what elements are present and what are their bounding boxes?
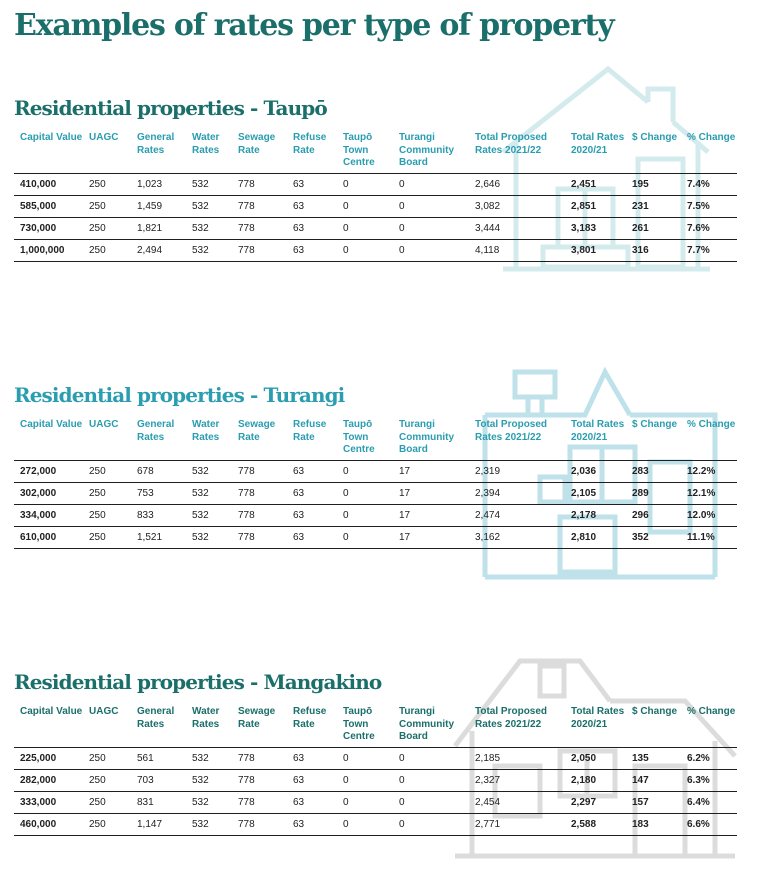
table-cell: 250	[83, 813, 131, 835]
table-cell: 2,646	[469, 173, 565, 195]
table-cell: 7.6%	[681, 217, 737, 239]
table-row	[14, 482, 737, 504]
col-header: % Change	[687, 706, 736, 717]
table-cell: 0	[393, 769, 469, 791]
table-row	[14, 747, 737, 769]
table-row	[14, 791, 737, 813]
table-cell: 778	[232, 526, 287, 548]
table-cell: 63	[287, 460, 337, 482]
table-row	[14, 504, 737, 526]
col-header: Taupō Town Centre	[343, 132, 375, 168]
table-cell: 0	[393, 239, 469, 261]
table-cell: 532	[186, 504, 232, 526]
table-cell: 778	[232, 747, 287, 769]
table-row	[14, 769, 737, 791]
table-header-row	[14, 130, 737, 173]
table-cell: 17	[393, 526, 469, 548]
table-cell: 778	[232, 173, 287, 195]
table-cell: 147	[626, 769, 681, 791]
table-cell: 195	[626, 173, 681, 195]
col-header: Capital Value	[20, 706, 83, 717]
table-cell: 2,105	[565, 482, 626, 504]
table-cell: 561	[131, 747, 186, 769]
rates-table-turangi	[14, 417, 737, 549]
table-cell: 2,394	[469, 482, 565, 504]
col-header: Refuse Rate	[293, 419, 327, 443]
col-header: $ Change	[632, 419, 678, 430]
table-cell: 532	[186, 217, 232, 239]
table-cell: 7.5%	[681, 195, 737, 217]
capital-value-cell: 302,000	[14, 482, 83, 504]
table-cell: 778	[232, 460, 287, 482]
table-cell: 6.3%	[681, 769, 737, 791]
table-cell: 0	[337, 526, 393, 548]
table-cell: 778	[232, 482, 287, 504]
section-heading: Residential properties - Turangi	[14, 383, 345, 407]
table-cell: 703	[131, 769, 186, 791]
table-cell: 532	[186, 769, 232, 791]
table-cell: 0	[337, 813, 393, 835]
col-header: Sewage Rate	[238, 132, 276, 156]
table-row	[14, 195, 737, 217]
capital-value-cell: 585,000	[14, 195, 83, 217]
table-cell: 316	[626, 239, 681, 261]
table-cell: 3,183	[565, 217, 626, 239]
table-cell: 7.7%	[681, 239, 737, 261]
table-row	[14, 239, 737, 261]
col-header: Water Rates	[192, 419, 220, 443]
col-header: General Rates	[137, 706, 175, 730]
col-header: Turangi Community Board	[399, 419, 454, 455]
table-cell: 296	[626, 504, 681, 526]
capital-value-cell: 334,000	[14, 504, 83, 526]
col-header: Capital Value	[20, 419, 83, 430]
table-cell: 17	[393, 504, 469, 526]
col-header: % Change	[687, 419, 736, 430]
table-cell: 352	[626, 526, 681, 548]
col-header: Total Proposed Rates 2021/22	[475, 132, 548, 156]
table-cell: 12.0%	[681, 504, 737, 526]
rates-table-mangakino	[14, 704, 737, 836]
table-cell: 63	[287, 747, 337, 769]
table-cell: 0	[337, 239, 393, 261]
col-header: UAGC	[89, 419, 119, 430]
table-cell: 2,474	[469, 504, 565, 526]
table-header-row	[14, 417, 737, 460]
table-cell: 12.2%	[681, 460, 737, 482]
table-cell: 11.1%	[681, 526, 737, 548]
col-header: Taupō Town Centre	[343, 706, 375, 742]
table-cell: 17	[393, 482, 469, 504]
table-cell: 0	[337, 195, 393, 217]
col-header: Sewage Rate	[238, 419, 276, 443]
table-cell: 0	[337, 791, 393, 813]
table-cell: 3,082	[469, 195, 565, 217]
table-cell: 63	[287, 173, 337, 195]
table-cell: 289	[626, 482, 681, 504]
table-cell: 63	[287, 195, 337, 217]
table-cell: 1,023	[131, 173, 186, 195]
capital-value-cell: 730,000	[14, 217, 83, 239]
page-title: Examples of rates per type of property	[14, 8, 614, 43]
table-cell: 532	[186, 239, 232, 261]
table-cell: 183	[626, 813, 681, 835]
col-header: Turangi Community Board	[399, 706, 454, 742]
table-cell: 2,494	[131, 239, 186, 261]
table-cell: 63	[287, 769, 337, 791]
table-cell: 532	[186, 460, 232, 482]
table-cell: 2,327	[469, 769, 565, 791]
table-cell: 250	[83, 195, 131, 217]
table-cell: 63	[287, 217, 337, 239]
capital-value-cell: 410,000	[14, 173, 83, 195]
table-cell: 250	[83, 217, 131, 239]
capital-value-cell: 272,000	[14, 460, 83, 482]
table-cell: 2,036	[565, 460, 626, 482]
table-cell: 1,821	[131, 217, 186, 239]
table-cell: 250	[83, 504, 131, 526]
table-cell: 0	[393, 747, 469, 769]
section-taupo	[14, 96, 737, 262]
table-cell: 283	[626, 460, 681, 482]
table-cell: 157	[626, 791, 681, 813]
table-cell: 833	[131, 504, 186, 526]
table-cell: 2,851	[565, 195, 626, 217]
table-cell: 135	[626, 747, 681, 769]
table-cell: 1,521	[131, 526, 186, 548]
table-cell: 0	[337, 769, 393, 791]
table-cell: 0	[393, 813, 469, 835]
table-cell: 532	[186, 747, 232, 769]
col-header: Water Rates	[192, 132, 220, 156]
table-row	[14, 813, 737, 835]
capital-value-cell: 460,000	[14, 813, 83, 835]
table-cell: 261	[626, 217, 681, 239]
col-header: $ Change	[632, 706, 678, 717]
table-cell: 0	[393, 217, 469, 239]
col-header: Total Rates 2020/21	[571, 706, 625, 730]
table-cell: 250	[83, 769, 131, 791]
table-cell: 778	[232, 791, 287, 813]
table-cell: 0	[393, 173, 469, 195]
table-cell: 753	[131, 482, 186, 504]
table-cell: 4,118	[469, 239, 565, 261]
table-cell: 3,801	[565, 239, 626, 261]
table-cell: 532	[186, 526, 232, 548]
table-row	[14, 217, 737, 239]
table-cell: 63	[287, 813, 337, 835]
table-cell: 0	[337, 504, 393, 526]
table-cell: 678	[131, 460, 186, 482]
table-cell: 12.1%	[681, 482, 737, 504]
table-cell: 532	[186, 195, 232, 217]
table-cell: 532	[186, 791, 232, 813]
table-cell: 532	[186, 482, 232, 504]
table-cell: 2,319	[469, 460, 565, 482]
capital-value-cell: 282,000	[14, 769, 83, 791]
rates-table-taupo	[14, 130, 737, 262]
table-cell: 0	[337, 747, 393, 769]
table-cell: 6.2%	[681, 747, 737, 769]
table-cell: 2,180	[565, 769, 626, 791]
table-cell: 0	[337, 460, 393, 482]
table-cell: 63	[287, 482, 337, 504]
table-cell: 250	[83, 482, 131, 504]
table-cell: 0	[393, 195, 469, 217]
table-cell: 63	[287, 526, 337, 548]
col-header: General Rates	[137, 419, 175, 443]
table-cell: 778	[232, 217, 287, 239]
col-header: Taupō Town Centre	[343, 419, 375, 455]
table-cell: 2,178	[565, 504, 626, 526]
table-cell: 1,459	[131, 195, 186, 217]
section-mangakino	[14, 670, 737, 836]
col-header: Refuse Rate	[293, 132, 327, 156]
table-row	[14, 460, 737, 482]
table-header-row	[14, 704, 737, 747]
col-header: Turangi Community Board	[399, 132, 454, 168]
section-heading: Residential properties - Taupō	[14, 96, 327, 120]
table-cell: 17	[393, 460, 469, 482]
col-header: Total Rates 2020/21	[571, 132, 625, 156]
table-cell: 2,297	[565, 791, 626, 813]
section-turangi	[14, 383, 737, 549]
table-cell: 63	[287, 504, 337, 526]
table-cell: 63	[287, 791, 337, 813]
table-cell: 6.4%	[681, 791, 737, 813]
table-cell: 2,185	[469, 747, 565, 769]
table-cell: 1,147	[131, 813, 186, 835]
table-cell: 2,451	[565, 173, 626, 195]
table-cell: 250	[83, 239, 131, 261]
capital-value-cell: 610,000	[14, 526, 83, 548]
table-cell: 532	[186, 813, 232, 835]
capital-value-cell: 333,000	[14, 791, 83, 813]
col-header: Sewage Rate	[238, 706, 276, 730]
table-cell: 532	[186, 173, 232, 195]
table-cell: 778	[232, 813, 287, 835]
table-cell: 250	[83, 747, 131, 769]
table-cell: 7.4%	[681, 173, 737, 195]
table-cell: 778	[232, 195, 287, 217]
table-cell: 0	[337, 482, 393, 504]
table-cell: 3,162	[469, 526, 565, 548]
col-header: Capital Value	[20, 132, 83, 143]
table-cell: 231	[626, 195, 681, 217]
table-cell: 250	[83, 791, 131, 813]
table-cell: 6.6%	[681, 813, 737, 835]
col-header: General Rates	[137, 132, 175, 156]
table-cell: 2,050	[565, 747, 626, 769]
col-header: UAGC	[89, 706, 119, 717]
col-header: Water Rates	[192, 706, 220, 730]
col-header: Refuse Rate	[293, 706, 327, 730]
col-header: Total Rates 2020/21	[571, 419, 625, 443]
table-cell: 778	[232, 769, 287, 791]
table-cell: 0	[337, 173, 393, 195]
table-cell: 2,454	[469, 791, 565, 813]
col-header: $ Change	[632, 132, 678, 143]
table-cell: 831	[131, 791, 186, 813]
col-header: Total Proposed Rates 2021/22	[475, 706, 548, 730]
table-cell: 250	[83, 460, 131, 482]
table-row	[14, 173, 737, 195]
capital-value-cell: 1,000,000	[14, 239, 83, 261]
table-cell: 0	[337, 217, 393, 239]
table-cell: 778	[232, 239, 287, 261]
table-cell: 63	[287, 239, 337, 261]
table-cell: 778	[232, 504, 287, 526]
table-cell: 250	[83, 526, 131, 548]
col-header: % Change	[687, 132, 736, 143]
table-row	[14, 526, 737, 548]
section-heading: Residential properties - Mangakino	[14, 670, 382, 694]
col-header: UAGC	[89, 132, 119, 143]
table-cell: 2,588	[565, 813, 626, 835]
capital-value-cell: 225,000	[14, 747, 83, 769]
table-cell: 2,810	[565, 526, 626, 548]
table-cell: 2,771	[469, 813, 565, 835]
col-header: Total Proposed Rates 2021/22	[475, 419, 548, 443]
table-cell: 0	[393, 791, 469, 813]
table-cell: 250	[83, 173, 131, 195]
table-cell: 3,444	[469, 217, 565, 239]
